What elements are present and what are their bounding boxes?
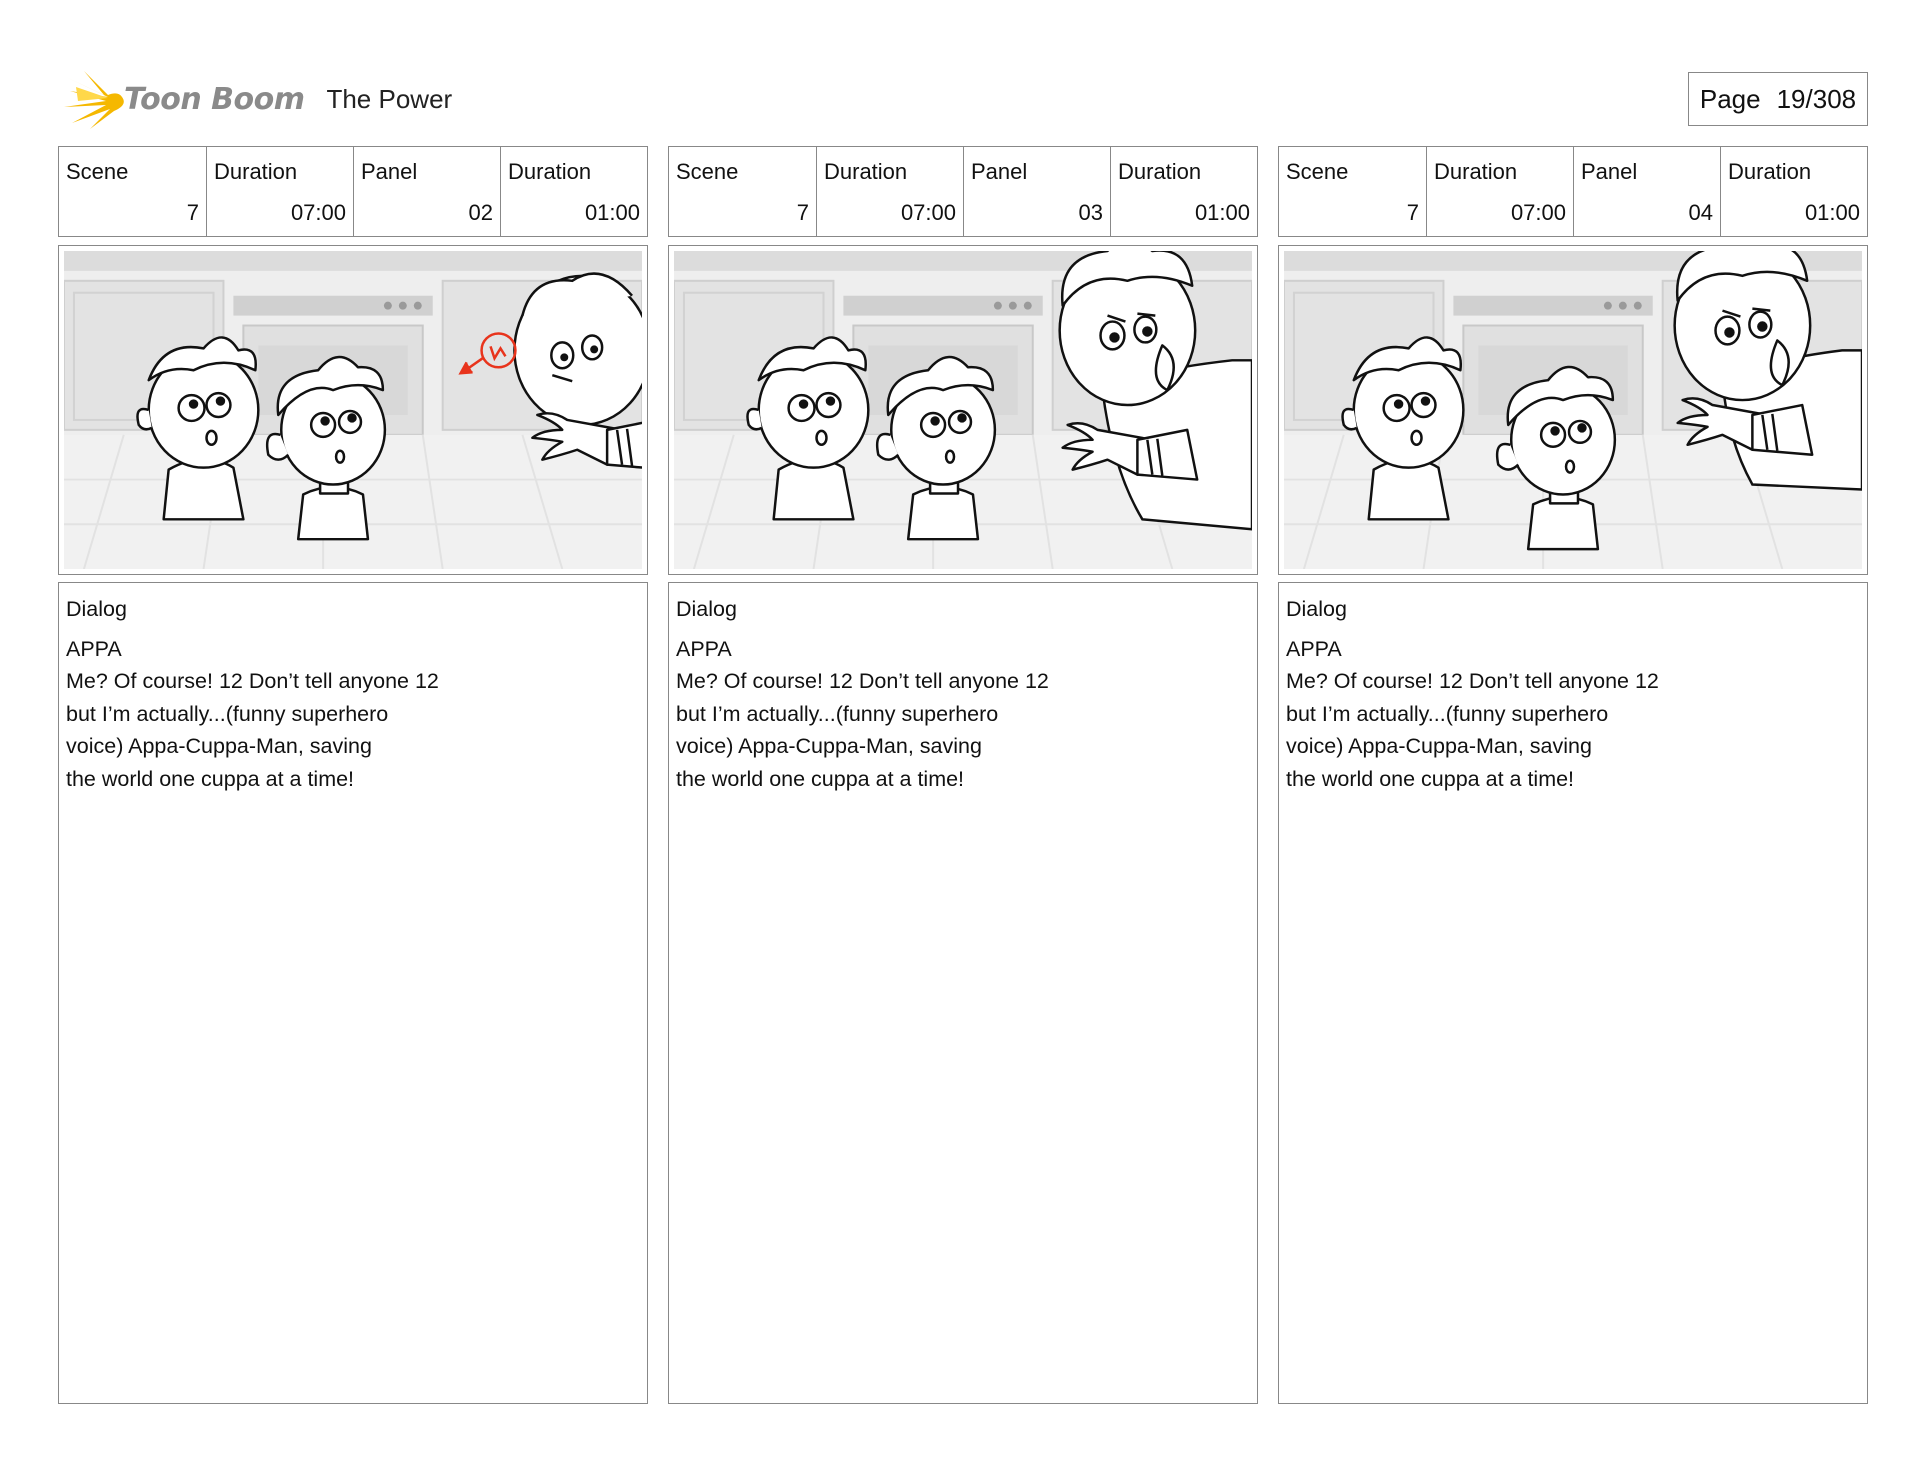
dialog-label: Dialog (1286, 597, 1347, 621)
toon-boom-logo (62, 67, 304, 131)
panel-info-table (58, 146, 648, 237)
page-label: Page (1699, 83, 1761, 114)
dialog-line: but I’m actually...(funny superhero (676, 701, 999, 726)
panel-duration-label: Duration (1728, 159, 1812, 184)
speaker-name: APPA (1286, 636, 1342, 661)
scene-value: 7 (186, 200, 199, 225)
panel-cell (963, 147, 1110, 236)
speaker-name: APPA (66, 636, 122, 661)
dialog-line: Me? Of course! 12 Don’t tell anyone 12 (66, 669, 439, 693)
panel-image-frame (1278, 245, 1868, 575)
scene-value: 7 (796, 200, 809, 225)
panel-image-frame (58, 245, 648, 575)
scene-duration-value: 07:00 (1510, 200, 1566, 225)
document-header (62, 64, 452, 134)
panel-duration-value: 01:00 (1804, 200, 1860, 225)
panel-drawing (1284, 251, 1862, 569)
panel-drawing (64, 251, 642, 569)
scene-duration-value: 07:00 (900, 200, 956, 225)
dialog-line: the world one cuppa at a time! (66, 766, 355, 791)
dialog-line: Me? Of course! 12 Don’t tell anyone 12 (676, 669, 1049, 693)
panel-cell (353, 147, 500, 236)
dialog-box (1278, 582, 1868, 1404)
panel-value: 02 (468, 200, 493, 225)
panel-label: Panel (361, 159, 418, 184)
scene-duration-cell (206, 147, 353, 236)
panel-info-table (1278, 146, 1868, 237)
panel-duration-cell (1720, 147, 1867, 236)
storyboard-panel-2 (668, 146, 1258, 1404)
panel-cell (1573, 147, 1720, 236)
panel-duration-cell (500, 147, 647, 236)
logo-wordmark: Toon Boom (124, 81, 305, 117)
dialog-line: Me? Of course! 12 Don’t tell anyone 12 (1286, 669, 1659, 693)
dialog-line: but I’m actually...(funny superhero (66, 701, 389, 726)
panel-image-frame (668, 245, 1258, 575)
dialog-line: but I’m actually...(funny superhero (1286, 701, 1609, 726)
panel-value: 03 (1078, 200, 1103, 225)
storyboard-panel-1 (58, 146, 648, 1404)
sunburst-logo-icon (62, 67, 130, 131)
scene-label: Scene (676, 159, 739, 184)
scene-label: Scene (1286, 159, 1349, 184)
page-number: 19/308 (1776, 83, 1857, 114)
panel-info-table (668, 146, 1258, 237)
scene-value: 7 (1406, 200, 1419, 225)
dialog-label: Dialog (676, 597, 737, 621)
scene-cell (1279, 147, 1426, 236)
dialog-box (58, 582, 648, 1404)
scene-duration-value: 07:00 (290, 200, 346, 225)
project-title: The Power (326, 83, 453, 114)
duration-label: Duration (824, 159, 908, 184)
dialog-line: voice) Appa-Cuppa-Man, saving (1286, 734, 1592, 758)
duration-label: Duration (1434, 159, 1518, 184)
scene-label: Scene (66, 159, 129, 184)
panel-duration-label: Duration (508, 159, 592, 184)
panel-duration-value: 01:00 (584, 200, 640, 225)
panel-label: Panel (971, 159, 1028, 184)
panel-duration-cell (1110, 147, 1257, 236)
page-indicator (1688, 72, 1868, 126)
panel-label: Panel (1581, 159, 1638, 184)
duration-label: Duration (214, 159, 298, 184)
scene-cell (669, 147, 816, 236)
panel-duration-value: 01:00 (1194, 200, 1250, 225)
scene-cell (59, 147, 206, 236)
dialog-box (668, 582, 1258, 1404)
dialog-line: voice) Appa-Cuppa-Man, saving (66, 734, 372, 758)
dialog-line: the world one cuppa at a time! (676, 766, 965, 791)
panel-value: 04 (1688, 200, 1713, 225)
dialog-line: the world one cuppa at a time! (1286, 766, 1575, 791)
storyboard-panel-3 (1278, 146, 1868, 1404)
panel-duration-label: Duration (1118, 159, 1202, 184)
dialog-line: voice) Appa-Cuppa-Man, saving (676, 734, 982, 758)
panel-drawing (674, 251, 1252, 569)
speaker-name: APPA (676, 636, 732, 661)
scene-duration-cell (1426, 147, 1573, 236)
scene-duration-cell (816, 147, 963, 236)
dialog-label: Dialog (66, 597, 127, 621)
